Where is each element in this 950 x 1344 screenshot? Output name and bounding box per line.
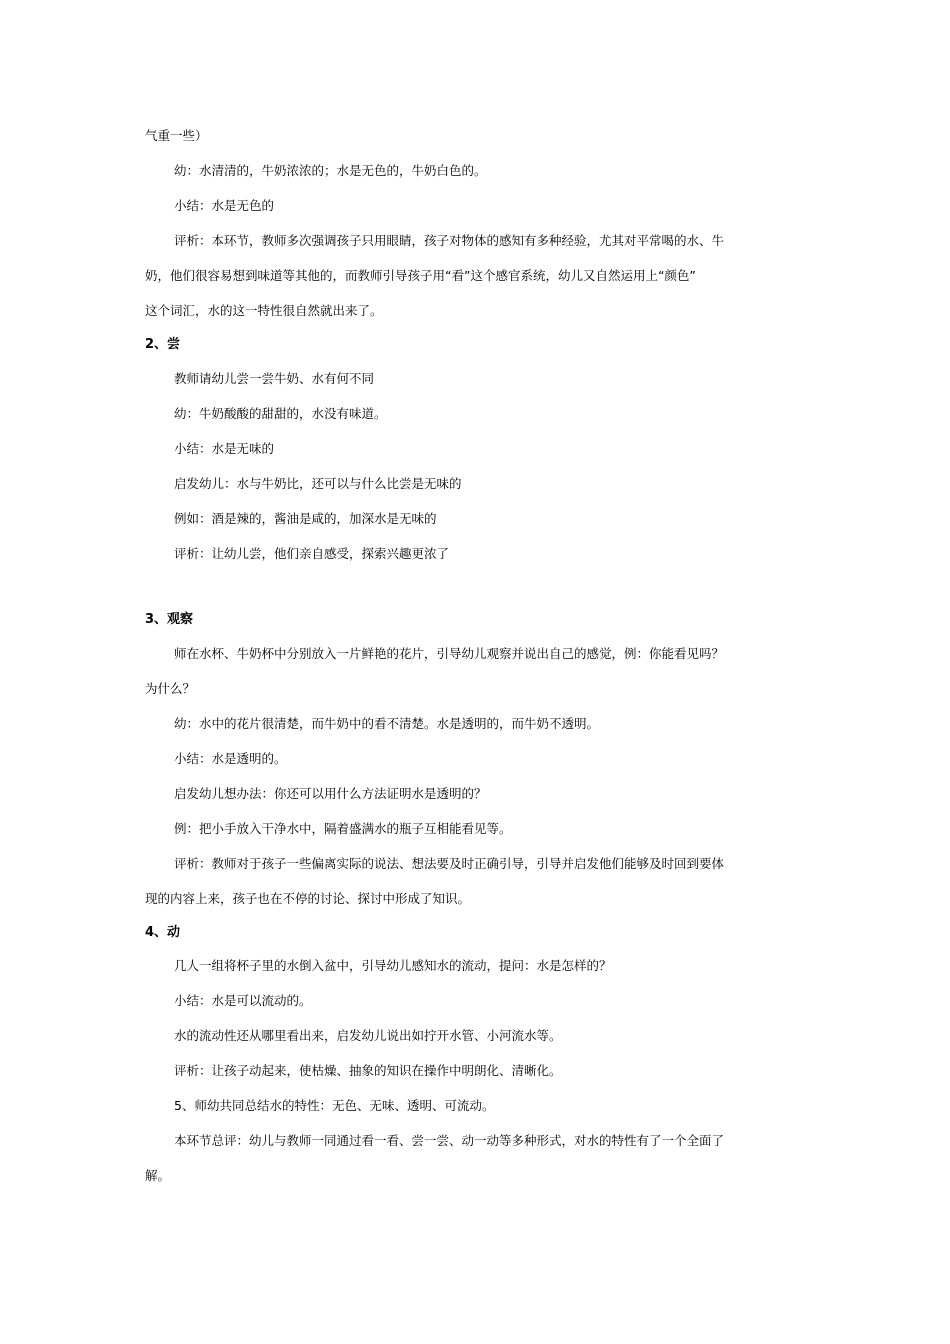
section-heading-observe: 3、观察 bbox=[145, 612, 194, 627]
paragraph: 例如：酒是辣的，酱油是咸的，加深水是无味的 bbox=[174, 511, 437, 526]
paragraph-analysis: 评析：本环节，教师多次强调孩子只用眼睛，孩子对物体的感知有多种经验，尤其对平常喝的水、牛 bbox=[174, 233, 725, 248]
paragraph: 例：把小手放入干净水中，隔着盛满水的瓶子互相能看见等。 bbox=[174, 821, 512, 836]
paragraph-conclusion: 5、师幼共同总结水的特性：无色、无味、透明、可流动。 bbox=[174, 1098, 495, 1113]
paragraph: 启发幼儿：水与牛奶比，还可以与什么比尝是无味的 bbox=[174, 476, 462, 491]
paragraph: 师在水杯、牛奶杯中分别放入一片鲜艳的花片，引导幼儿观察并说出自己的感觉，例：你能看见吗？ bbox=[174, 646, 725, 661]
paragraph-child-response: 幼：水清清的，牛奶浓浓的；水是无色的，牛奶白色的。 bbox=[174, 163, 487, 178]
paragraph-summary: 小结：水是无色的 bbox=[174, 198, 275, 213]
paragraph-line2: 现的内容上来，孩子也在不停的讨论、探讨中形成了知识。 bbox=[145, 891, 471, 906]
paragraph: 评析：让孩子动起来，使枯燥、抽象的知识在操作中明朗化、清晰化。 bbox=[174, 1063, 562, 1078]
paragraph-line2: 为什么？ bbox=[145, 681, 196, 696]
paragraph-analysis-line2: 奶，他们很容易想到味道等其他的，而教师引导孩子用“看”这个感官系统，幼儿又自然运用上“颜色” bbox=[145, 268, 696, 283]
section-heading-move: 4、动 bbox=[145, 925, 181, 940]
paragraph-continuation: 气重一些） bbox=[145, 128, 208, 143]
paragraph: 启发幼儿想办法：你还可以用什么方法证明水是透明的？ bbox=[174, 786, 487, 801]
paragraph: 评析：让幼儿尝，他们亲自感受，探索兴趣更浓了 bbox=[174, 546, 450, 561]
paragraph: 小结：水是可以流动的。 bbox=[174, 993, 312, 1008]
paragraph-overall-review-line2: 解。 bbox=[145, 1168, 171, 1183]
paragraph: 幼：牛奶酸酸的甜甜的，水没有味道。 bbox=[174, 406, 387, 421]
paragraph: 几人一组将杯子里的水倒入盆中，引导幼儿感知水的流动，提问：水是怎样的？ bbox=[174, 958, 612, 973]
paragraph: 幼：水中的花片很清楚，而牛奶中的看不清楚。水是透明的，而牛奶不透明。 bbox=[174, 716, 600, 731]
paragraph: 小结：水是无味的 bbox=[174, 441, 275, 456]
paragraph: 水的流动性还从哪里看出来，启发幼儿说出如拧开水管、小河流水等。 bbox=[174, 1028, 562, 1043]
paragraph: 评析：教师对于孩子一些偏离实际的说法、想法要及时正确引导，引导并启发他们能够及时回到要体 bbox=[174, 856, 725, 871]
paragraph-overall-review: 本环节总评：幼儿与教师一同通过看一看、尝一尝、动一动等多种形式，对水的特性有了一个全面了 bbox=[174, 1133, 725, 1148]
paragraph-analysis-line3: 这个词汇，水的这一特性很自然就出来了。 bbox=[145, 303, 383, 318]
paragraph: 教师请幼儿尝一尝牛奶、水有何不同 bbox=[174, 371, 375, 386]
section-heading-taste: 2、尝 bbox=[145, 337, 181, 352]
paragraph: 小结：水是透明的。 bbox=[174, 751, 287, 766]
